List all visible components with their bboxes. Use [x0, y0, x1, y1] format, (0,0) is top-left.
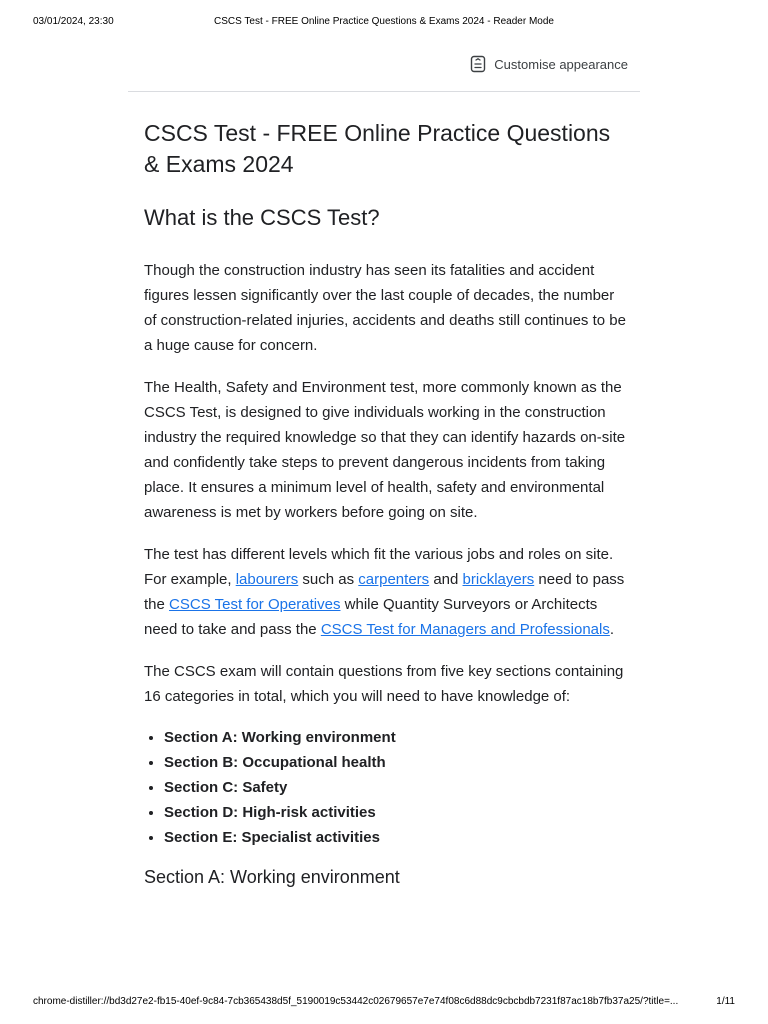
document-settings-icon: [470, 55, 486, 73]
list-item: • Section A: Working environment: [164, 725, 628, 750]
text-segment: The test has different levels which fit the various jobs and roles on site. For example,: [144, 546, 614, 588]
paragraph-exam-sections: The CSCS exam will contain questions from five key sections containing 16 categories in total, which you will need to have knowledge of:: [144, 663, 624, 705]
page-indicator: 1/11: [716, 996, 735, 1007]
customise-appearance-label: Customise appearance: [494, 56, 628, 72]
heading-section-a: Section A: Working environment: [144, 867, 400, 887]
paragraph-hse-test: The Health, Safety and Environment test, more commonly known as the CSCS Test, is designed to give individuals working in the construction industry the required knowledge so that they can identify hazards on-site and confidently take steps to prevent dangerous incidents from taking place. It ensures a minimum level of health, safety and environmental awareness is met by workers before going on site.: [144, 379, 626, 521]
sections-list: [144, 725, 628, 850]
print-footer: [33, 996, 735, 1010]
print-datetime: 03/01/2024, 23:30: [33, 16, 114, 27]
link-carpenters[interactable]: carpenters: [358, 571, 430, 588]
list-item: • Section E: Specialist activities: [164, 825, 628, 850]
list-item: • Section C: Safety: [164, 775, 628, 800]
print-url: chrome-distiller://bd3d27e2-fb15-40ef-9c84-7cb365438d5f_5190019c53442c02679657e7e74f08c6d88dc9cbcbdb7231f87ac18b7fb37a25/?title=...: [33, 996, 679, 1007]
article-title: CSCS Test - FREE Online Practice Questions & Exams 2024: [144, 120, 611, 177]
link-cscs-test-operatives[interactable]: CSCS Test for Operatives: [169, 596, 341, 613]
text-segment: .: [609, 621, 615, 638]
customise-appearance-button[interactable]: [470, 53, 628, 75]
link-bricklayers[interactable]: bricklayers: [462, 571, 535, 588]
list-item: • Section B: Occupational health: [164, 750, 628, 775]
heading-what-is-cscs: What is the CSCS Test?: [144, 205, 380, 230]
print-page-title: CSCS Test - FREE Online Practice Questions & Exams 2024 - Reader Mode: [214, 16, 554, 27]
link-labourers[interactable]: labourers: [235, 571, 299, 588]
text-segment: while Quantity Surveyors or Architects need to take and pass the: [144, 596, 598, 638]
reader-toolbar: [128, 50, 640, 92]
article: [144, 118, 628, 890]
paragraph-test-levels: [144, 542, 628, 642]
print-header: [33, 16, 735, 30]
link-cscs-test-managers-professionals[interactable]: CSCS Test for Managers and Professionals: [320, 621, 610, 638]
paragraph-intro: Though the construction industry has seen its fatalities and accident figures lessen significantly over the last couple of decades, the number of construction-related injuries, accidents and deaths still continues to be a huge cause for concern.: [144, 262, 626, 354]
text-segment: such as: [298, 571, 359, 588]
text-segment: and: [429, 571, 463, 588]
text-segment: need to pass the: [144, 571, 625, 613]
list-item: • Section D: High-risk activities: [164, 800, 628, 825]
